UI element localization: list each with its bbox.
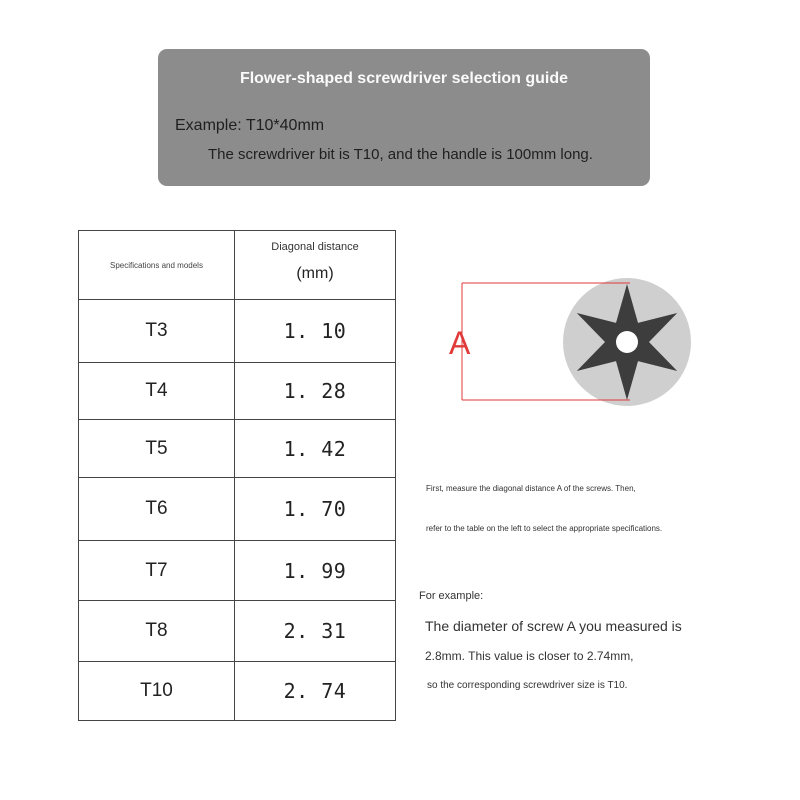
example-line-3: so the corresponding screwdriver size is T10.	[427, 680, 628, 691]
table-row	[79, 420, 396, 478]
spec-table	[78, 230, 396, 721]
model-cell: T8	[79, 601, 235, 662]
dimension-label: A	[449, 325, 471, 361]
header-unit: (mm)	[296, 265, 334, 282]
banner-example: Example: T10*40mm	[175, 117, 325, 134]
example-line-2: 2.8mm. This value is closer to 2.74mm,	[425, 649, 634, 663]
header-model: Specifications and models	[79, 231, 235, 300]
banner-title: Flower-shaped screwdriver selection guide	[239, 70, 569, 87]
table-row	[79, 300, 396, 363]
torx-diagram	[440, 270, 700, 415]
value-cell: 2. 74	[235, 662, 396, 721]
value-cell: 1. 28	[235, 363, 396, 420]
table-row	[79, 478, 396, 541]
instruction-line-2: refer to the table on the left to select the appropriate specifications.	[426, 524, 663, 533]
value-cell: 1. 70	[235, 478, 396, 541]
model-cell: T5	[79, 420, 235, 478]
model-cell: T10	[79, 662, 235, 721]
value-cell: 1. 10	[235, 300, 396, 363]
model-cell: T4	[79, 363, 235, 420]
example-line-1: The diameter of screw A you measured is	[425, 618, 682, 634]
model-cell: T6	[79, 478, 235, 541]
value-cell: 2. 31	[235, 601, 396, 662]
table-row	[79, 363, 396, 420]
header-distance	[235, 231, 396, 300]
header-distance-label: Diagonal distance	[271, 241, 359, 253]
model-cell: T3	[79, 300, 235, 363]
value-cell: 1. 42	[235, 420, 396, 478]
example-label: For example:	[419, 590, 484, 602]
model-cell: T7	[79, 541, 235, 601]
star-center-hole	[616, 331, 638, 353]
table-row	[79, 662, 396, 721]
guide-banner	[158, 49, 650, 186]
banner-description: The screwdriver bit is T10, and the handle is 100mm long.	[208, 146, 593, 163]
table-row	[79, 601, 396, 662]
table-row	[79, 541, 396, 601]
value-cell: 1. 99	[235, 541, 396, 601]
table-header-row	[79, 231, 396, 300]
instruction-line-1: First, measure the diagonal distance A of the screws. Then,	[426, 484, 636, 493]
